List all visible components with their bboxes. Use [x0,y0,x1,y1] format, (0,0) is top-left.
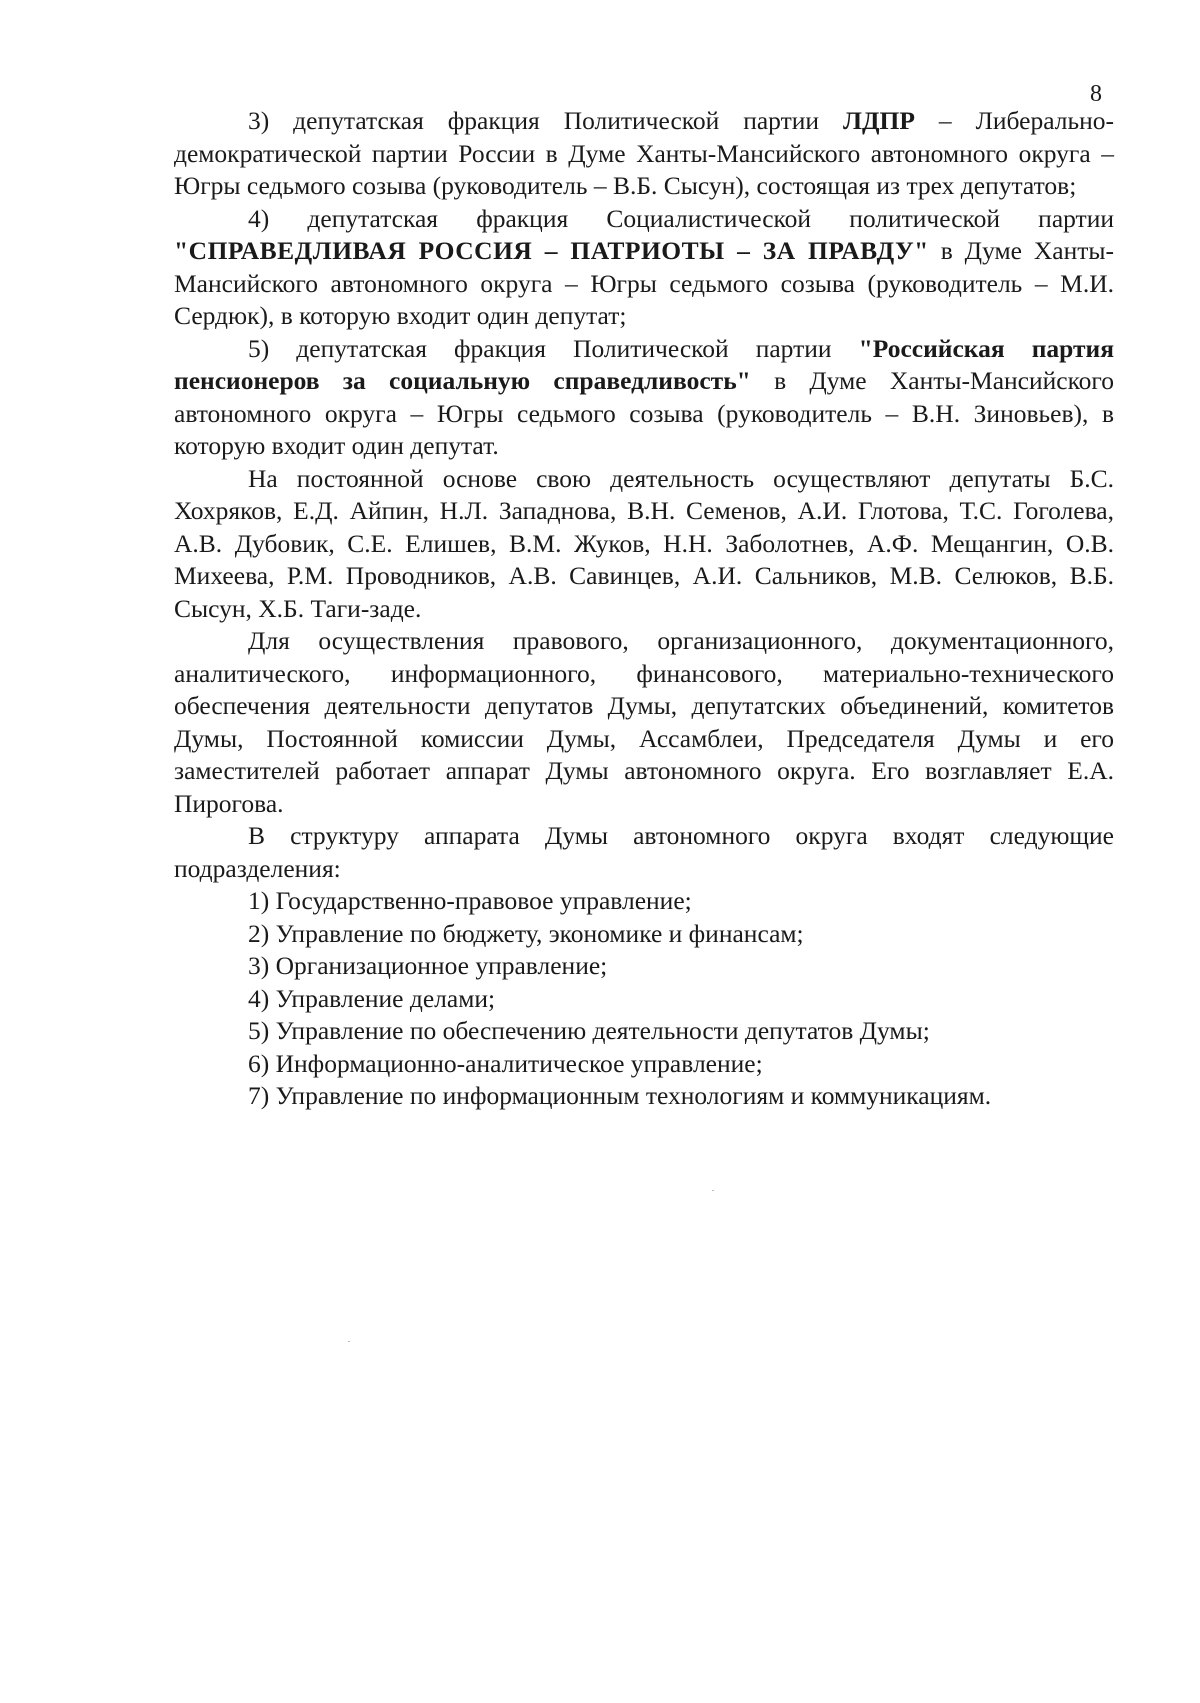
department-item-2: 2) Управление по бюджету, экономике и финансам; [248,918,804,948]
paragraph-pensioners-prefix: 5) депутатская фракция Политической партии [248,333,859,363]
paragraph-ldpr-prefix: 3) депутатская фракция Политической партии [248,106,843,135]
document-body [174,105,1114,1113]
paragraph-pensioners-faction [174,333,1114,463]
paragraph-apparatus-structure: В структуру аппарата Думы автономного округа входят следующие подразделения: [174,821,1114,883]
department-item-6: 6) Информационно-аналитическое управление; [248,1048,763,1078]
department-item-1: 1) Государственно-правовое управление; [248,886,692,915]
paragraph-sr-faction [174,203,1114,333]
department-item-5: 5) Управление по обеспечению деятельности депутатов Думы; [248,1016,930,1045]
paragraph-permanent-deputies: На постоянной основе свою деятельность осуществляют депутаты Б.С. Хохряков, Е.Д. Айпин, Н.Л. Западнова, В.Н. Семенов, А.И. Глотова, Т.С. Гоголева, А.В. Дубовик, С.Е. Елишев, В.М. Жуков, Н.Н. Заболотнев, А.Ф. Мещангин, О.В. Михеева, Р.М. Проводников, А.В. Савинцев, А.И. Сальников, М.В. Селюков, В.Б. Сысун, Х.Б. Таги-заде. [174,463,1114,623]
paragraph-duma-apparatus: Для осуществления правового, организационного, документационного, аналитического, информационного, финансового, материально-технического обеспечения деятельности депутатов Думы, депутатских объединений, комитетов Думы, Постоянной комиссии Думы, Ассамблеи, Председателя Думы и его заместителей работает аппарат Думы автономного округа. Его возглавляет Е.А. Пирогова. [174,626,1114,818]
party-name-pensioners: "Российская партия пенсионеров за социальную справедливость" [174,333,1115,395]
paragraph-sr-suffix: в Думе Ханты-Мансийского автономного округа – Югры седьмого созыва (руководитель – М.И. Сердюк), в которую входит один депутат; [174,236,1114,330]
party-name-sr: "СПРАВЕДЛИВАЯ РОССИЯ – ПАТРИОТЫ – ЗА ПРАВДУ" [174,236,929,265]
department-item-4: 4) Управление делами; [248,983,496,1013]
scan-speck [712,1190,714,1191]
scan-speck [348,1341,350,1342]
department-item-7: 7) Управление по информационным технологиям и коммуникациям. [248,1081,992,1110]
paragraph-sr-prefix: 4) депутатская фракция Социалистической политической партии [248,203,1114,233]
party-name-ldpr: ЛДПР [842,106,915,135]
paragraph-ldpr-faction [174,105,1114,203]
departments-list [174,885,1114,1113]
paragraph-ldpr-suffix: – Либерально-демократической партии России в Думе Ханты-Мансийского автономного округа – Югры седьмого созыва (руководитель – В.Б. Сысун), состоящая из трех депутатов; [174,106,1114,200]
paragraph-pensioners-suffix: в Думе Ханты-Мансийского автономного округа – Югры седьмого созыва (руководитель – В.Н. Зиновьев), в которую входит один депутат. [174,366,1114,460]
page-number: 8 [1090,81,1102,107]
department-item-3: 3) Организационное управление; [248,951,608,980]
